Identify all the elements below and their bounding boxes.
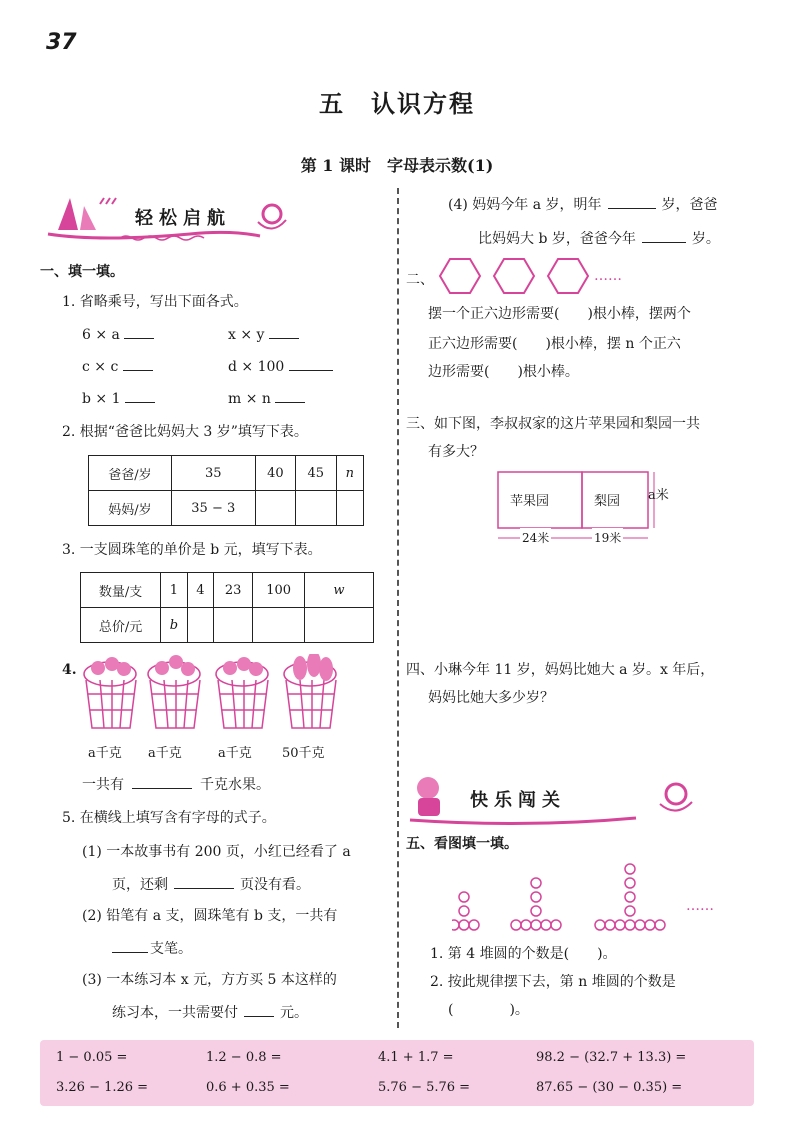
calc-item: 4.1 + 1.7 = [378,1050,454,1065]
section3-line1: 三、如下图，李叔叔家的这片苹果园和梨园一共 [406,416,700,432]
unit-title: 五 认识方程 [319,89,475,118]
calc-item: 5.76 − 5.76 = [378,1080,471,1095]
q1-4-line2: 比妈妈大 b 岁，爸爸今年 岁。 [478,228,720,249]
q5-part3-cont: 练习本，一共需要付 元。 [112,1002,308,1023]
answer-blank[interactable] [132,774,192,789]
q1-item: m × n [228,388,305,409]
calc-item: 1.2 − 0.8 = [206,1050,282,1065]
pear-width-label: 19米 [592,528,623,548]
section3-line2: 有多大？ [428,444,484,460]
section1-heading: 一、填一填。 [40,264,124,280]
q1-item: 6 × a [82,324,154,345]
calc-item: 3.26 − 1.26 = [56,1080,149,1095]
q1-item: x × y [228,324,299,345]
section5-heading: 五、看图填一填。 [406,836,518,852]
q5-part3: (3) 一本练习本 x 元，方方买 5 本这样的 [82,972,337,988]
q4-number: 4. [62,662,77,678]
basket-label: 50千克 [282,746,325,761]
age-table [88,455,364,526]
column-divider [397,188,399,1028]
answer-blank[interactable] [269,324,299,339]
answer-blank[interactable] [275,388,305,403]
section5-q2-cont: ( )。 [448,1002,529,1018]
section2-line3: 边形需要( )根小棒。 [428,364,579,380]
basket-label: a千克 [218,746,252,761]
section4-line2: 妈妈比她大多少岁？ [428,690,554,706]
apple-orchard-label: 苹果园 [510,494,550,509]
page-number: 37 [46,30,77,55]
table-row: 爸爸/岁 35 40 45 n [89,456,364,491]
answer-cell[interactable] [253,608,305,643]
answer-blank[interactable] [608,194,656,209]
pear-orchard-label: 梨园 [594,494,621,509]
hexagon-sequence-icon [430,256,600,296]
q5-prompt: 5. 在横线上填写含有字母的式子。 [62,810,276,826]
answer-blank[interactable] [123,356,153,371]
answer-blank[interactable] [124,324,154,339]
answer-cell[interactable] [296,491,336,526]
banner-left-title: 轻松启航 [135,208,231,229]
calc-item: 87.65 − (30 − 0.35) = [536,1080,683,1095]
apple-width-label: 24米 [520,528,551,548]
section2-prefix: 二、 [406,272,434,288]
calc-item: 98.2 − (32.7 + 13.3) = [536,1050,687,1065]
answer-blank[interactable] [125,388,155,403]
banner-left [40,190,290,246]
q2-prompt: 2. 根据“爸爸比妈妈大 3 岁”填写下表。 [62,424,308,440]
q5-part2-cont: 支笔。 [112,938,192,959]
table-row: 妈妈/岁 35 − 3 [89,491,364,526]
section2-line2: 正六边形需要( )根小棒，摆 n 个正六 [428,336,681,352]
q5-part1: (1) 一本故事书有 200 页，小红已经看了 a [82,844,351,860]
calc-item: 0.6 + 0.35 = [206,1080,290,1095]
answer-blank[interactable] [642,228,686,243]
answer-blank[interactable] [289,356,333,371]
lesson-title: 第 1 课时 字母表示数(1) [300,156,494,175]
answer-cell[interactable] [187,608,213,643]
answer-cell[interactable] [214,608,253,643]
answer-cell[interactable] [336,491,364,526]
answer-cell[interactable] [305,608,374,643]
q1-item: c × c [82,356,153,377]
q3-prompt: 3. 一支圆珠笔的单价是 b 元，填写下表。 [62,542,322,558]
fruit-baskets-icon [78,654,348,734]
basket-label: a千克 [148,746,182,761]
q1-item: d × 100 [228,356,333,377]
answer-blank[interactable] [112,938,148,953]
circle-stacks-diagram [452,856,702,932]
table-row: 总价/元 b [81,608,374,643]
banner-right-title: 快乐闯关 [470,790,566,811]
section2-line1: 摆一个正六边形需要( )根小棒，摆两个 [428,306,691,322]
q1-prompt: 1. 省略乘号，写出下面各式。 [62,294,248,310]
hex-ellipsis: …… [594,268,622,284]
section5-q2: 2. 按此规律摆下去，第 n 堆圆的个数是 [430,974,676,990]
section4-line1: 四、小琳今年 11 岁，妈妈比她大 a 岁。x 年后， [406,662,715,678]
calc-item: 1 − 0.05 = [56,1050,128,1065]
price-table [80,572,374,643]
orchard-height-label: a米 [648,488,669,503]
banner-right [406,770,706,826]
answer-cell[interactable] [255,491,295,526]
stacks-ellipsis: …… [686,898,714,914]
q5-part2: (2) 铅笔有 a 支，圆珠笔有 b 支，一共有 [82,908,338,924]
q1-4-line1: (4) 妈妈今年 a 岁，明年 岁，爸爸 [448,194,718,215]
q5-part1-cont: 页，还剩 页没有看。 [112,874,310,895]
section5-q1: 1. 第 4 堆圆的个数是( )。 [430,946,617,962]
basket-label: a千克 [88,746,122,761]
answer-blank[interactable] [244,1002,274,1017]
answer-blank[interactable] [174,874,234,889]
table-row: 数量/支 1 4 23 100 w [81,573,374,608]
q4-sentence: 一共有 千克水果。 [82,774,270,795]
q1-item: b × 1 [82,388,155,409]
